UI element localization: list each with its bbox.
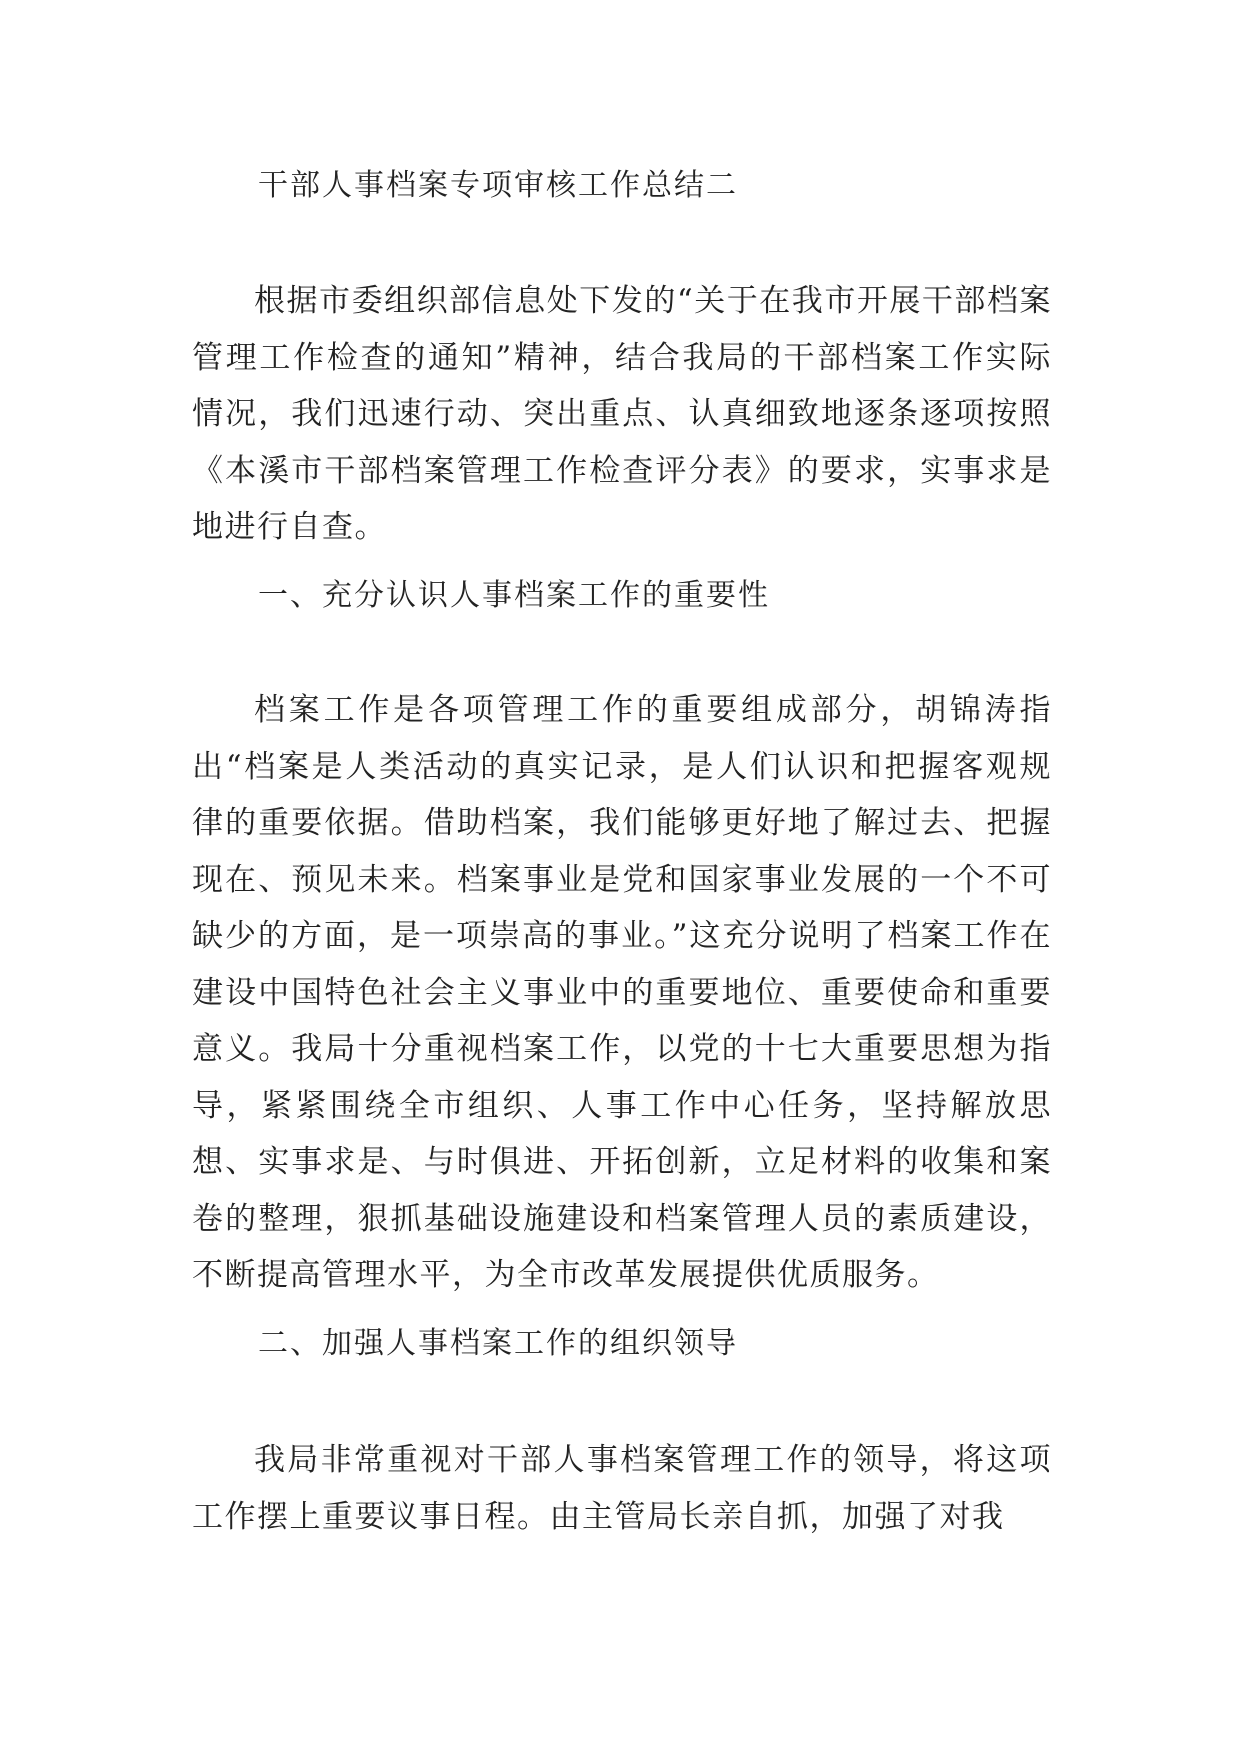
- document-title: 干部人事档案专项审核工作总结二: [258, 168, 738, 203]
- paragraph-intro: 根据市委组织部信息处下发的“关于在我市开展干部档案管理工作检查的通知”精神，结合我局的干部档案工作实际情况，我们迅速行动、突出重点、认真细致地逐条逐项按照《本溪市干部档案管理工作检查评分表》的要求，实事求是地进行自查。: [192, 283, 1052, 545]
- section-heading-2: 二、加强人事档案工作的组织领导: [258, 1326, 738, 1361]
- paragraph-leadership: 我局非常重视对干部人事档案管理工作的领导，将这项工作摆上重要议事日程。由主管局长亲自抓，加强了对我: [192, 1442, 1052, 1535]
- paragraph-importance: 档案工作是各项管理工作的重要组成部分，胡锦涛指出“档案是人类活动的真实记录，是人们认识和把握客观规律的重要依据。借助档案，我们能够更好地了解过去、把握现在、预见未来。档案事业是党和国家事业发展的一个不可缺少的方面，是一项崇高的事业。”这充分说明了档案工作在建设中国特色社会主义事业中的重要地位、重要使命和重要意义。我局十分重视档案工作，以党的十七大重要思想为指导，紧紧围绕全市组织、人事工作中心任务，坚持解放思想、实事求是、与时俱进、开拓创新，立足材料的收集和案卷的整理，狠抓基础设施建设和档案管理人员的素质建设，不断提高管理水平，为全市改革发展提供优质服务。: [192, 692, 1052, 1293]
- section-heading-1: 一、充分认识人事档案工作的重要性: [258, 578, 770, 613]
